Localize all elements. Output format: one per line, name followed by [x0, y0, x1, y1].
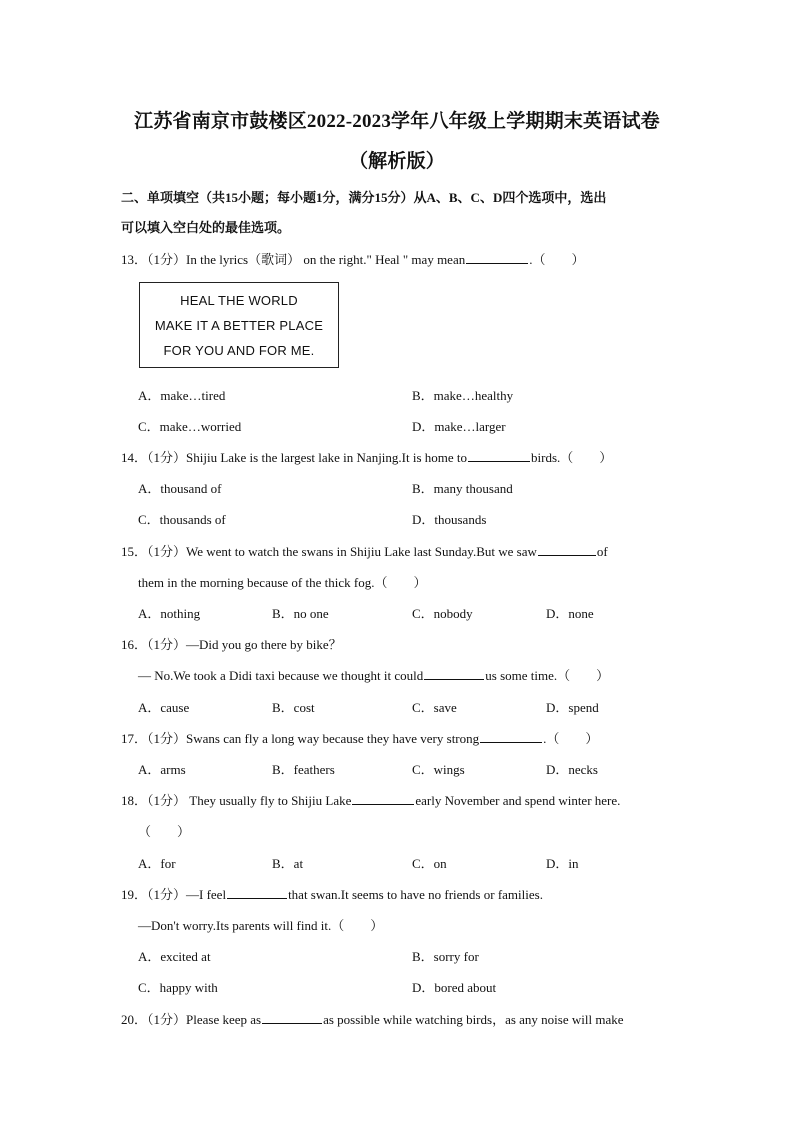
option-15-d: D．none	[546, 606, 594, 621]
answer-blank	[424, 667, 484, 680]
option-13-c: C．make…worried	[138, 419, 242, 434]
option-15-a: A．nothing	[138, 606, 201, 621]
question-16-reply	[138, 665, 609, 684]
answer-blank	[468, 449, 530, 462]
option-13-d: D．make…larger	[412, 419, 506, 434]
option-14-b: B．many thousand	[412, 481, 513, 496]
section-instructions-line2: 可以填入空白处的最佳选项。	[121, 220, 291, 235]
option-13-a: A．make…tired	[138, 388, 226, 403]
question-18-end: early November and spend winter here.	[415, 793, 621, 808]
option-18-b: B．at	[272, 856, 304, 871]
option-19-c: C．happy with	[138, 980, 218, 995]
question-14-text: 14．（1分）Shijiu Lake is the largest lake in Nanjing.It is home to	[121, 450, 468, 465]
option-15-b: B．no one	[272, 606, 329, 621]
option-13-b: B．make…healthy	[412, 388, 514, 403]
question-14-end: birds.（ ）	[531, 450, 613, 465]
option-19-b: B．sorry for	[412, 949, 479, 964]
question-15	[121, 541, 608, 560]
option-14-d: D．thousands	[412, 512, 487, 527]
question-14	[121, 447, 612, 466]
question-17	[121, 728, 598, 747]
answer-blank	[262, 1011, 322, 1024]
answer-blank	[227, 886, 287, 899]
option-14-c: C．thousands of	[138, 512, 226, 527]
option-16-a: A．cause	[138, 700, 190, 715]
option-19-a: A．excited at	[138, 949, 211, 964]
question-17-end: .（ ）	[543, 731, 599, 746]
option-18-d: D．in	[546, 856, 579, 871]
question-13-end: .（ ）	[529, 252, 585, 267]
question-13	[121, 249, 584, 268]
question-18-continued: （ ）	[138, 824, 191, 839]
option-14-a: A．thousand of	[138, 481, 222, 496]
question-19-end: that swan.It seems to have no friends or families.	[288, 887, 543, 902]
question-15-continued: them in the morning because of the thick fog.（ ）	[138, 575, 427, 590]
option-15-c: C．nobody	[412, 606, 473, 621]
option-16-b: B．cost	[272, 700, 315, 715]
lyrics-line-1: HEAL THE WORLD	[180, 293, 298, 308]
question-13-text: 13．（1分）In the lyrics（歌词） on the right." Heal " may mean	[121, 252, 466, 267]
option-17-c: C．wings	[412, 762, 465, 777]
section-instructions-line1: 二、单项填空（共15小题；每小题1分，满分15分）从A、B、C、D四个选项中，选出	[121, 190, 607, 205]
option-18-c: C．on	[412, 856, 447, 871]
page-title: 江苏省南京市鼓楼区2022-2023学年八年级上学期期末英语试卷	[134, 111, 660, 132]
question-19-reply: —Don't worry.Its parents will find it.（ ）	[138, 918, 384, 933]
answer-blank	[480, 730, 542, 743]
question-20	[121, 1009, 623, 1028]
answer-blank	[538, 543, 596, 556]
option-16-c: C．save	[412, 700, 457, 715]
option-16-d: D．spend	[546, 700, 599, 715]
question-20-text: 20．（1分）Please keep as	[121, 1012, 262, 1027]
option-17-a: A．arms	[138, 762, 186, 777]
question-16: 16．（1分）—Did you go there by bike？	[121, 637, 342, 652]
question-20-end: as possible while watching birds，as any noise will make	[323, 1012, 624, 1027]
answer-blank	[352, 792, 414, 805]
lyrics-box	[139, 282, 339, 368]
page-subtitle: （解析版）	[348, 151, 445, 172]
question-19-text: 19．（1分）—I feel	[121, 887, 227, 902]
question-16-text: — No.We took a Didi taxi because we thought it could	[138, 668, 424, 683]
option-19-d: D．bored about	[412, 980, 497, 995]
option-17-d: D．necks	[546, 762, 598, 777]
answer-blank	[466, 251, 528, 264]
question-15-text: 15．（1分）We went to watch the swans in Shijiu Lake last Sunday.But we saw	[121, 544, 537, 559]
question-16-end: us some time.（ ）	[485, 668, 610, 683]
lyrics-line-3: FOR YOU AND FOR ME.	[163, 343, 315, 358]
option-18-a: A．for	[138, 856, 176, 871]
question-19	[121, 884, 543, 903]
lyrics-line-2: MAKE IT A BETTER PLACE	[154, 318, 324, 333]
question-18	[121, 790, 620, 809]
question-18-text: 18．（1分） They usually fly to Shijiu Lake	[121, 793, 352, 808]
option-17-b: B．feathers	[272, 762, 335, 777]
question-17-text: 17．（1分）Swans can fly a long way because they have very strong	[121, 731, 480, 746]
question-15-end: of	[596, 544, 608, 559]
